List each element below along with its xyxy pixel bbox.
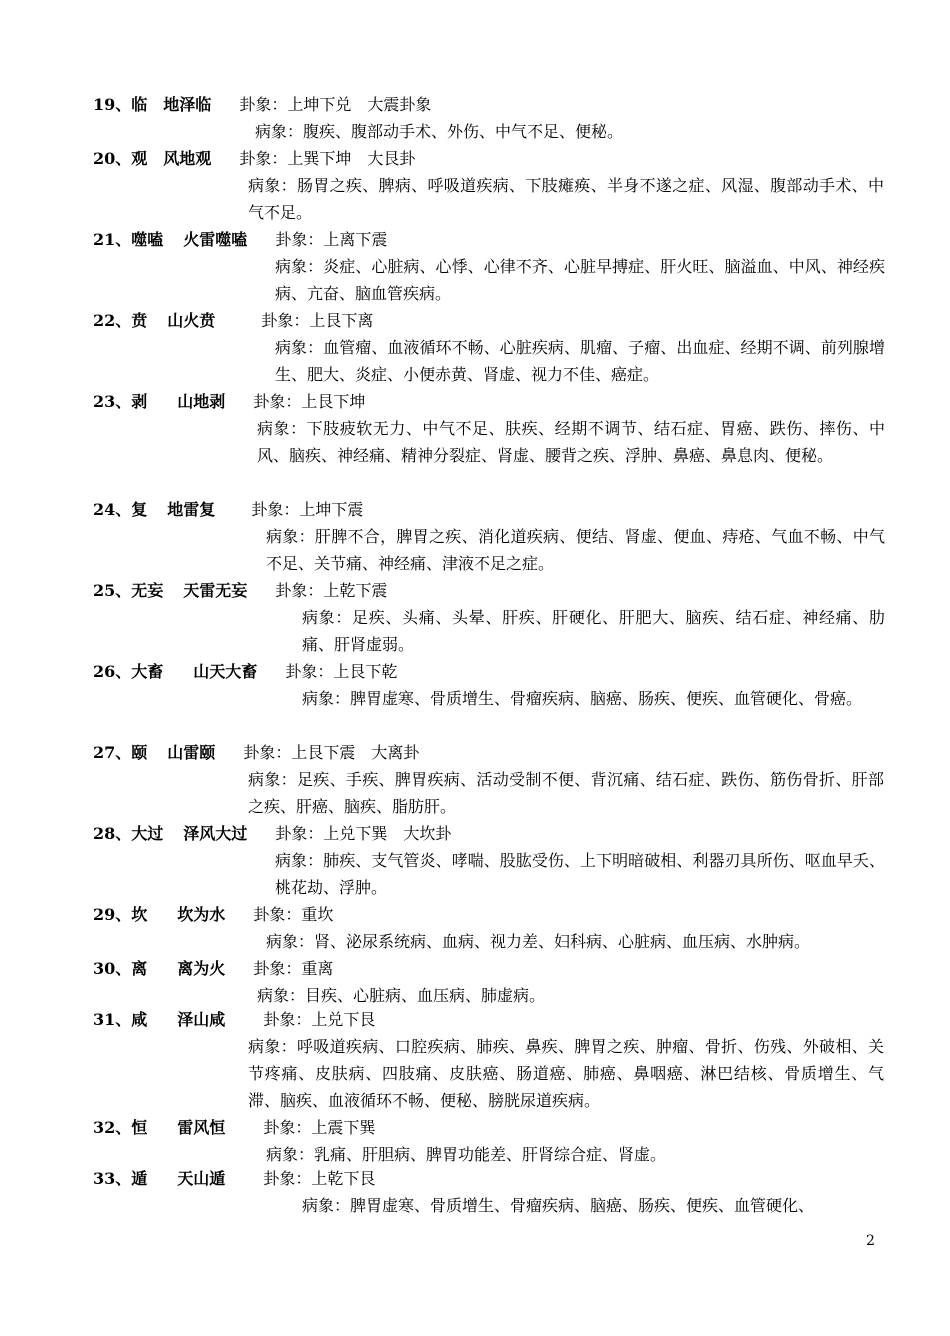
- entry-number: 26、: [93, 662, 132, 681]
- entry-symbol: 卦象：重坎: [253, 905, 334, 924]
- entry-heading: [93, 91, 431, 118]
- entry-number: 29、: [93, 905, 132, 924]
- entry-symbol: 卦象：上艮下离: [261, 311, 374, 330]
- entry-illness: 病象：肠胃之疾、脾病、呼吸道疾病、下肢瘫痪、半身不遂之症、风湿、腹部动手术、中气不足。: [248, 176, 884, 222]
- entry-illness: 病象：炎症、心脏病、心悸、心律不齐、心脏早搏症、肝火旺、脑溢血、中风、神经疾病、亢奋、脑血管疾病。: [275, 257, 885, 303]
- entry-symbol: 卦象：上坤下兑 大震卦象: [239, 95, 432, 114]
- entry-illness: 病象：目疾、心脏病、血压病、肺虚病。: [257, 986, 546, 1005]
- entry-symbol: 卦象：上艮下坤: [253, 392, 366, 411]
- entry-number: 32、: [93, 1118, 132, 1137]
- entry-heading: [93, 955, 333, 982]
- entry-illness: 病象：足疾、手疾、脾胃疾病、活动受制不便、背沉痛、结石症、跌伤、筋伤骨折、肝部之疾、肝癌、脑疾、脂肪肝。: [248, 770, 884, 816]
- entry-illness: 病象：血管瘤、血液循环不畅、心脏疾病、肌瘤、子瘤、出血症、经期不调、前列腺增生、肥大、炎症、小便赤黄、肾虚、视力不佳、癌症。: [275, 338, 885, 384]
- entry-illness: 病象：足疾、头痛、头晕、肝疾、肝硬化、肝肥大、脑疾、结石症、神经痛、肋痛、肝肾虚弱。: [302, 608, 885, 654]
- entry-heading: [93, 388, 365, 415]
- entry-heading: [93, 1114, 375, 1141]
- entry-heading: [93, 577, 387, 604]
- entry-heading: [93, 901, 333, 928]
- entry-number: 19、: [93, 95, 132, 114]
- entry-number: 25、: [93, 581, 132, 600]
- entry-illness: 病象：乳痛、肝胆病、脾胃功能差、肝肾综合症、肾虚。: [266, 1145, 667, 1164]
- entry-full-name: 地泽临: [163, 95, 212, 114]
- entry-full-name: 山雷颐: [167, 743, 216, 762]
- entry-symbol: 卦象：上坤下震: [251, 500, 364, 519]
- entry-number: 20、: [93, 149, 132, 168]
- entry-symbol: 卦象：上巽下坤 大艮卦: [239, 149, 416, 168]
- entry-heading: [93, 496, 363, 523]
- entry-symbol: 卦象：上离下震: [275, 230, 388, 249]
- entry-short-name: 坎: [131, 905, 148, 924]
- entry-short-name: 临: [131, 95, 148, 114]
- entry-symbol: 卦象：上艮下震 大离卦: [243, 743, 420, 762]
- entry-short-name: 离: [131, 959, 148, 978]
- entry-short-name: 大畜: [131, 662, 164, 681]
- entry-illness: 病象：肺疾、支气管炎、哮喘、股肱受伤、上下明暗破相、利器刃具所伤、呕血早夭、桃花劫、浮肿。: [275, 851, 885, 897]
- entry-symbol: 卦象：上艮下乾: [285, 662, 398, 681]
- entry-full-name: 天雷无妄: [183, 581, 248, 600]
- entry-short-name: 大过: [131, 824, 164, 843]
- page-number: 2: [866, 1233, 875, 1249]
- entry-short-name: 无妄: [131, 581, 164, 600]
- entry-short-name: 噬嗑: [131, 230, 164, 249]
- entry-short-name: 剥: [131, 392, 148, 411]
- entry-number: 27、: [93, 743, 132, 762]
- entry-full-name: 泽山咸: [177, 1010, 226, 1029]
- entry-full-name: 山地剥: [177, 392, 226, 411]
- entry-symbol: 卦象：上震下巽: [263, 1118, 376, 1137]
- entry-heading: [93, 1165, 375, 1192]
- entry-short-name: 遁: [131, 1169, 148, 1188]
- entry-heading: [93, 658, 397, 685]
- entry-full-name: 风地观: [163, 149, 212, 168]
- entry-full-name: 火雷噬嗑: [183, 230, 248, 249]
- entry-number: 21、: [93, 230, 132, 249]
- entry-number: 28、: [93, 824, 132, 843]
- entry-short-name: 颐: [131, 743, 148, 762]
- entry-illness: 病象：下肢疲软无力、中气不足、肤疾、经期不调节、结石症、胃癌、跌伤、摔伤、中风、脑疾、神经痛、精神分裂症、肾虚、腰背之疾、浮肿、鼻癌、鼻息肉、便秘。: [257, 419, 885, 465]
- entry-symbol: 卦象：上乾下震: [275, 581, 388, 600]
- entry-full-name: 山火贲: [167, 311, 216, 330]
- entry-illness: 病象：肝脾不合，脾胃之疾、消化道疾病、便结、肾虚、便血、痔疮、气血不畅、中气不足、关节痛、神经痛、津液不足之症。: [266, 527, 885, 573]
- entry-number: 23、: [93, 392, 132, 411]
- entry-full-name: 天山遁: [177, 1169, 226, 1188]
- entry-number: 31、: [93, 1010, 132, 1029]
- entry-heading: [93, 226, 387, 253]
- entry-full-name: 地雷复: [167, 500, 216, 519]
- entry-heading: [93, 145, 415, 172]
- entry-full-name: 离为火: [177, 959, 226, 978]
- entry-heading: [93, 1006, 375, 1033]
- entry-illness: 病象：脾胃虚寒、骨质增生、骨瘤疾病、脑癌、肠疾、便疾、血管硬化、: [302, 1196, 815, 1215]
- entry-illness: 病象：肾、泌尿系统病、血病、视力差、妇科病、心脏病、血压病、水肿病。: [266, 932, 811, 951]
- entry-short-name: 贲: [131, 311, 148, 330]
- entry-heading: [93, 307, 373, 334]
- entry-full-name: 山天大畜: [193, 662, 258, 681]
- entry-number: 33、: [93, 1169, 132, 1188]
- entry-symbol: 卦象：上兑下艮: [263, 1010, 376, 1029]
- entry-heading: [93, 739, 419, 766]
- entry-short-name: 复: [131, 500, 148, 519]
- entry-symbol: 卦象：上乾下艮: [263, 1169, 376, 1188]
- entry-short-name: 咸: [131, 1010, 148, 1029]
- entry-illness: 病象：腹疾、腹部动手术、外伤、中气不足、便秘。: [255, 122, 624, 141]
- entry-illness: 病象：脾胃虚寒、骨质增生、骨瘤疾病、脑癌、肠疾、便疾、血管硬化、骨癌。: [302, 689, 863, 708]
- entry-number: 24、: [93, 500, 132, 519]
- entry-full-name: 雷风恒: [177, 1118, 226, 1137]
- entry-symbol: 卦象：上兑下巽 大坎卦: [275, 824, 452, 843]
- entry-number: 22、: [93, 311, 132, 330]
- entry-number: 30、: [93, 959, 132, 978]
- entry-illness: 病象：呼吸道疾病、口腔疾病、肺疾、鼻疾、脾胃之疾、肿瘤、骨折、伤残、外破相、关节疼痛、皮肤病、四肢痛、皮肤癌、肠道癌、肺癌、鼻咽癌、淋巴结核、骨质增生、气滞、脑疾、血液循环不畅、便秘、膀胱尿道疾病。: [248, 1037, 884, 1110]
- entry-short-name: 恒: [131, 1118, 148, 1137]
- entry-short-name: 观: [131, 149, 148, 168]
- entry-symbol: 卦象：重离: [253, 959, 334, 978]
- entry-heading: [93, 820, 451, 847]
- entry-full-name: 坎为水: [177, 905, 226, 924]
- entry-full-name: 泽风大过: [183, 824, 248, 843]
